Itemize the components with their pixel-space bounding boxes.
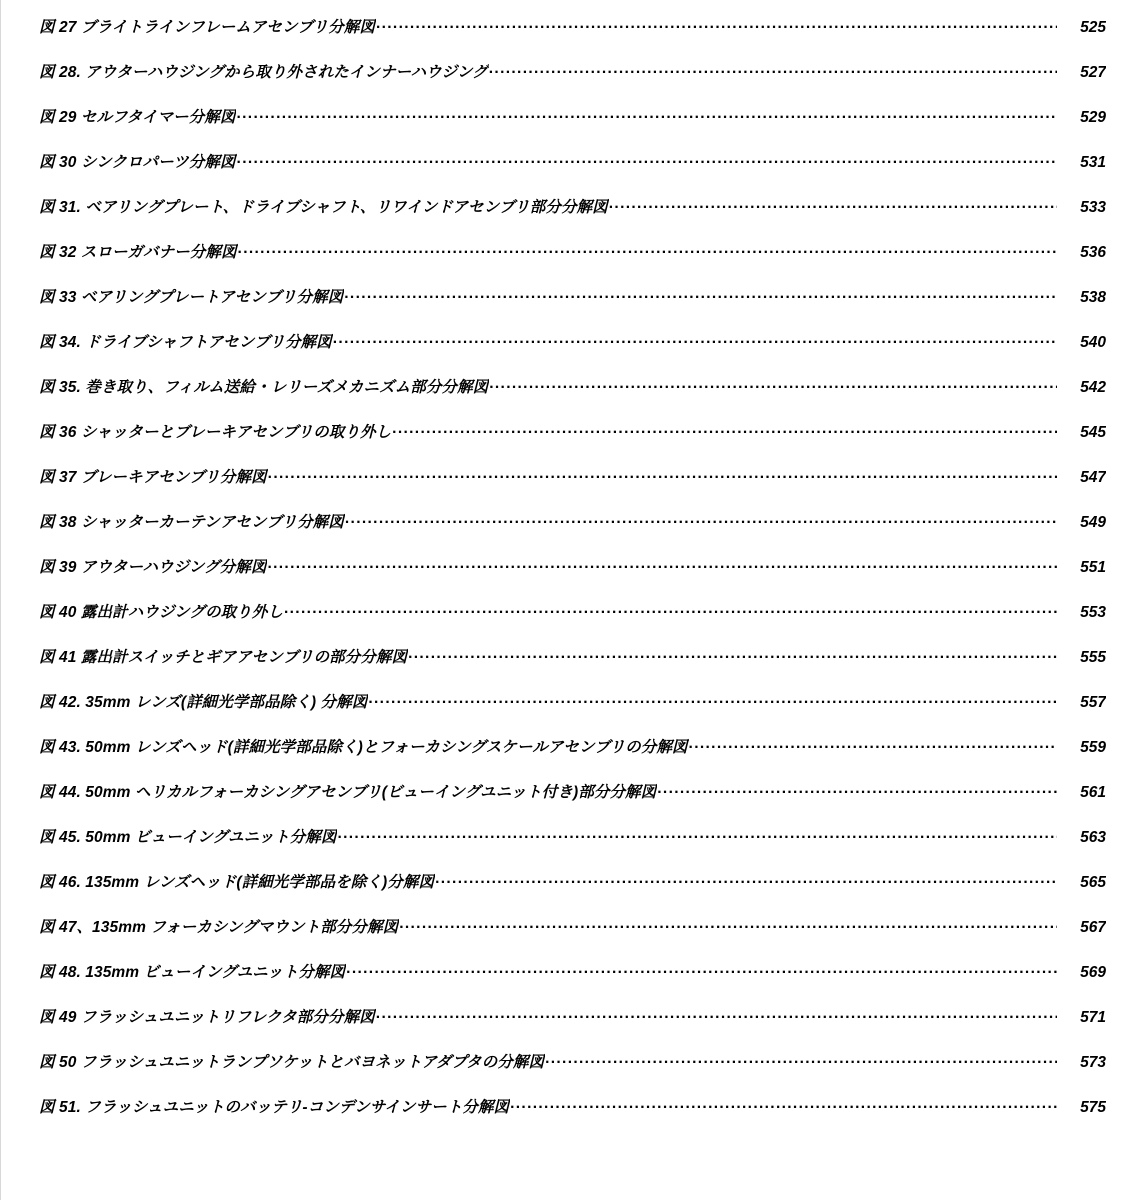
toc-entry[interactable] xyxy=(39,556,1106,601)
toc-entry-title: 図 47、135mm フォーカシングマウント部分分解図 xyxy=(39,918,399,936)
list-of-figures xyxy=(39,16,1106,1141)
toc-entry-page-number: 545 xyxy=(1080,423,1106,441)
toc-entry-title: 図 36 シャッターとブレーキアセンブリの取り外し xyxy=(39,423,392,441)
dot-leader xyxy=(376,1006,1057,1022)
toc-entry-title: 図 27 ブライトラインフレームアセンブリ分解図 xyxy=(39,18,375,36)
dot-leader xyxy=(489,376,1057,392)
dot-leader xyxy=(236,106,1057,122)
toc-entry-title: 図 34. ドライブシャフトアセンブリ分解図 xyxy=(39,333,332,351)
toc-entry-page-number: 571 xyxy=(1080,1008,1106,1026)
toc-entry[interactable] xyxy=(39,826,1106,871)
toc-entry-title: 図 41 露出計スイッチとギアアセンブリの部分分解図 xyxy=(39,648,408,666)
toc-entry-page-number: 540 xyxy=(1080,333,1106,351)
toc-entry-title: 図 35. 巻き取り、フィルム送給・レリーズメカニズム部分分解図 xyxy=(39,378,489,396)
toc-entry-page-number: 529 xyxy=(1080,108,1106,126)
toc-entry[interactable] xyxy=(39,1051,1106,1096)
toc-entry-title: 図 31. ベアリングプレート、ドライブシャフト、リワインドアセンブリ部分分解図 xyxy=(39,198,608,216)
dot-leader xyxy=(657,781,1057,797)
dot-leader xyxy=(267,556,1057,572)
toc-entry-page-number: 565 xyxy=(1080,873,1106,891)
toc-entry-page-number: 531 xyxy=(1080,153,1106,171)
toc-entry-title: 図 38 シャッターカーテンアセンブリ分解図 xyxy=(39,513,344,531)
toc-entry-title: 図 45. 50mm ビューイングユニット分解図 xyxy=(39,828,337,846)
toc-entry-title: 図 39 アウターハウジング分解図 xyxy=(39,558,267,576)
toc-entry-page-number: 536 xyxy=(1080,243,1106,261)
dot-leader xyxy=(346,961,1057,977)
dot-leader xyxy=(237,151,1057,167)
dot-leader xyxy=(392,421,1057,437)
dot-leader xyxy=(435,871,1057,887)
dot-leader xyxy=(333,331,1057,347)
dot-leader xyxy=(510,1096,1057,1112)
dot-leader xyxy=(489,61,1057,77)
toc-entry-page-number: 538 xyxy=(1080,288,1106,306)
toc-entry[interactable] xyxy=(39,1006,1106,1051)
dot-leader xyxy=(609,196,1057,212)
toc-entry-title: 図 40 露出計ハウジングの取り外し xyxy=(39,603,283,621)
dot-leader xyxy=(344,286,1057,302)
toc-entry-page-number: 527 xyxy=(1080,63,1106,81)
dot-leader xyxy=(408,646,1057,662)
toc-entry-title: 図 28. アウターハウジングから取り外されたインナーハウジング xyxy=(39,63,488,81)
toc-entry-title: 図 46. 135mm レンズヘッド(詳細光学部品を除く)分解図 xyxy=(39,873,435,891)
toc-entry-page-number: 563 xyxy=(1080,828,1106,846)
toc-entry-page-number: 573 xyxy=(1080,1053,1106,1071)
toc-entry[interactable] xyxy=(39,151,1106,196)
toc-entry-title: 図 50 フラッシュユニットランプソケットとバヨネットアダプタの分解図 xyxy=(39,1053,545,1071)
toc-entry[interactable] xyxy=(39,286,1106,331)
toc-entry-page-number: 557 xyxy=(1080,693,1106,711)
toc-entry[interactable] xyxy=(39,916,1106,961)
dot-leader xyxy=(376,16,1057,32)
toc-entry-title: 図 44. 50mm ヘリカルフォーカシングアセンブリ(ビューイングユニット付き)部分分解図 xyxy=(39,783,657,801)
toc-entry[interactable] xyxy=(39,511,1106,556)
toc-entry-page-number: 547 xyxy=(1080,468,1106,486)
dot-leader xyxy=(337,826,1057,842)
toc-entry[interactable] xyxy=(39,1096,1106,1141)
toc-entry-page-number: 533 xyxy=(1080,198,1106,216)
toc-entry-page-number: 551 xyxy=(1080,558,1106,576)
toc-entry-title: 図 42. 35mm レンズ(詳細光学部品除く) 分解図 xyxy=(39,693,368,711)
toc-entry-title: 図 49 フラッシュユニットリフレクタ部分分解図 xyxy=(39,1008,375,1026)
dot-leader xyxy=(399,916,1057,932)
toc-entry[interactable] xyxy=(39,16,1106,61)
toc-entry-page-number: 555 xyxy=(1080,648,1106,666)
toc-entry-title: 図 51. フラッシュユニットのバッテリ-コンデンサインサート分解図 xyxy=(39,1098,510,1116)
toc-entry-title: 図 29 セルフタイマー分解図 xyxy=(39,108,236,126)
toc-entry[interactable] xyxy=(39,601,1106,646)
toc-entry-page-number: 575 xyxy=(1080,1098,1106,1116)
dot-leader xyxy=(368,691,1057,707)
toc-entry-page-number: 553 xyxy=(1080,603,1106,621)
toc-entry[interactable] xyxy=(39,691,1106,736)
toc-entry[interactable] xyxy=(39,421,1106,466)
toc-entry[interactable] xyxy=(39,196,1106,241)
toc-entry[interactable] xyxy=(39,106,1106,151)
toc-entry[interactable] xyxy=(39,781,1106,826)
toc-entry-page-number: 542 xyxy=(1080,378,1106,396)
toc-entry[interactable] xyxy=(39,466,1106,511)
toc-entry-page-number: 569 xyxy=(1080,963,1106,981)
toc-entry-title: 図 33 ベアリングプレートアセンブリ分解図 xyxy=(39,288,344,306)
toc-entry[interactable] xyxy=(39,871,1106,916)
toc-entry-title: 図 37 ブレーキアセンブリ分解図 xyxy=(39,468,267,486)
dot-leader xyxy=(689,736,1057,752)
dot-leader xyxy=(284,601,1057,617)
toc-entry-title: 図 48. 135mm ビューイングユニット分解図 xyxy=(39,963,346,981)
dot-leader xyxy=(238,241,1057,257)
toc-entry-page-number: 525 xyxy=(1080,18,1106,36)
dot-leader xyxy=(545,1051,1057,1067)
toc-entry[interactable] xyxy=(39,61,1106,106)
toc-entry[interactable] xyxy=(39,736,1106,781)
dot-leader xyxy=(268,466,1057,482)
toc-entry[interactable] xyxy=(39,376,1106,421)
toc-entry-title: 図 43. 50mm レンズヘッド(詳細光学部品除く)とフォーカシングスケールアセンブリの分解図 xyxy=(39,738,688,756)
toc-entry-title: 図 30 シンクロパーツ分解図 xyxy=(39,153,236,171)
toc-entry-page-number: 567 xyxy=(1080,918,1106,936)
toc-entry[interactable] xyxy=(39,961,1106,1006)
toc-entry-page-number: 549 xyxy=(1080,513,1106,531)
toc-entry-title: 図 32 スローガバナー分解図 xyxy=(39,243,237,261)
toc-entry[interactable] xyxy=(39,331,1106,376)
toc-entry-page-number: 559 xyxy=(1080,738,1106,756)
toc-entry[interactable] xyxy=(39,241,1106,286)
toc-entry-page-number: 561 xyxy=(1080,783,1106,801)
toc-entry[interactable] xyxy=(39,646,1106,691)
dot-leader xyxy=(345,511,1057,527)
